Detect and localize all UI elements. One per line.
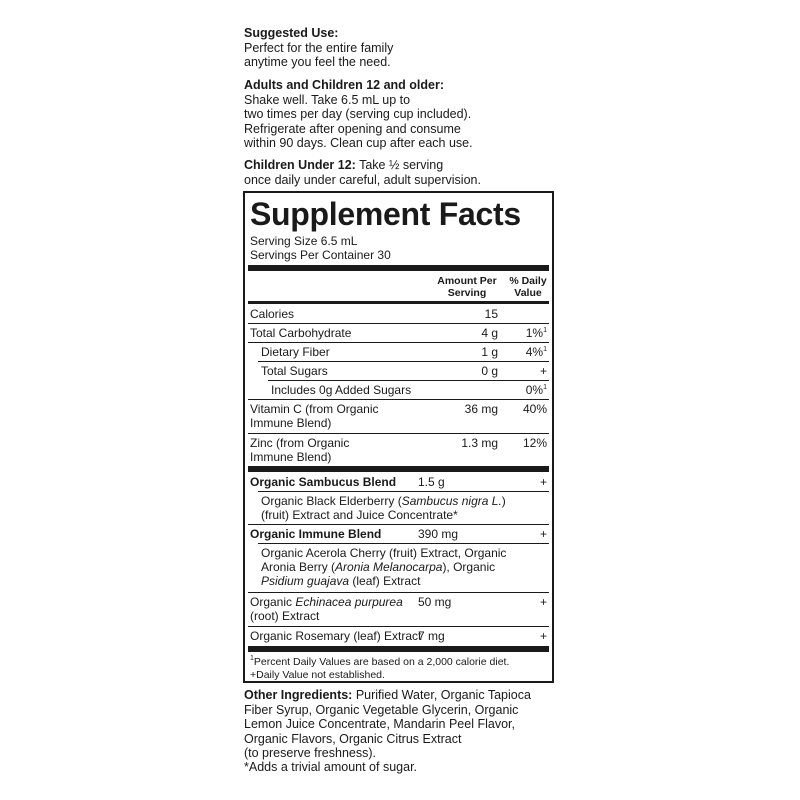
row-label bbox=[261, 546, 506, 588]
children-line-2: once daily under careful, adult supervision. bbox=[244, 172, 481, 187]
adults-line: two times per day (serving cup included). bbox=[244, 107, 472, 121]
row-amount: 15 bbox=[484, 307, 498, 321]
footnote-1 bbox=[250, 656, 509, 669]
label-text: (fruit) Extract and Juice Concentrate* bbox=[261, 508, 458, 522]
row-dv: + bbox=[539, 527, 547, 541]
label-text: (leaf) Extract bbox=[349, 574, 421, 588]
row-divider bbox=[248, 399, 549, 400]
header-line: % Daily bbox=[509, 275, 547, 287]
label-italic: Psidium guajava bbox=[261, 574, 350, 588]
medium-divider bbox=[248, 301, 549, 304]
label-text: Aronia Berry ( bbox=[261, 560, 336, 574]
row-divider bbox=[258, 543, 549, 544]
dv-value: 4% bbox=[525, 345, 544, 359]
suggested-use-heading: Suggested Use: bbox=[244, 26, 339, 40]
footnotes bbox=[250, 656, 509, 682]
row-dv: 12% bbox=[522, 436, 547, 450]
other-ingredients-line-1 bbox=[244, 688, 574, 703]
row-dv: + bbox=[539, 595, 547, 609]
label-text: Organic Black Elderberry ( bbox=[261, 494, 402, 508]
row-amount: 0 g bbox=[481, 364, 498, 378]
row-dv: + bbox=[539, 364, 547, 378]
adults-section bbox=[244, 78, 574, 151]
row-divider bbox=[248, 342, 549, 343]
row-amount: 4 g bbox=[481, 326, 498, 340]
footnote-text: Percent Daily Values are based on a 2,000 calorie diet. bbox=[253, 656, 510, 668]
row-label bbox=[250, 436, 349, 464]
supplement-facts-title: Supplement Facts bbox=[250, 196, 521, 232]
row-divider bbox=[248, 626, 549, 627]
footnote-mark: 1 bbox=[543, 384, 547, 391]
row-divider bbox=[248, 524, 549, 525]
header-line: Value bbox=[514, 287, 542, 299]
row-amount: 7 mg bbox=[418, 629, 445, 643]
row-label bbox=[261, 494, 506, 522]
label-italic: Sambucus nigra L. bbox=[401, 494, 502, 508]
other-ingredients-text: Purified Water, Organic Tapioca bbox=[352, 688, 531, 702]
children-text: Take ½ serving bbox=[355, 158, 444, 172]
label-text: (root) Extract bbox=[250, 609, 320, 623]
suggested-use-line: Perfect for the entire family bbox=[244, 40, 394, 55]
row-label: Calories bbox=[250, 307, 295, 321]
row-label: Dietary Fiber bbox=[261, 345, 330, 359]
adults-line: within 90 days. Clean cup after each use. bbox=[244, 136, 473, 150]
row-divider bbox=[248, 592, 549, 593]
row-label: Organic Sambucus Blend bbox=[250, 475, 397, 489]
row-dv bbox=[498, 345, 547, 359]
row-divider bbox=[258, 361, 549, 362]
row-label bbox=[250, 595, 403, 623]
children-section bbox=[244, 158, 574, 187]
suggested-use-section bbox=[244, 26, 574, 70]
label-line: Vitamin C (from Organic bbox=[250, 402, 379, 416]
row-label: Organic Immune Blend bbox=[250, 527, 382, 541]
row-divider bbox=[268, 380, 549, 381]
row-divider bbox=[248, 433, 549, 434]
sugar-footnote: *Adds a trivial amount of sugar. bbox=[244, 760, 418, 774]
label-text: ) bbox=[501, 494, 506, 508]
row-label: Organic Rosemary (leaf) Extract bbox=[250, 629, 422, 643]
footnote-mark: 1 bbox=[543, 346, 547, 353]
footnote-mark: 1 bbox=[250, 655, 254, 662]
header-line: Serving bbox=[447, 287, 487, 299]
row-label bbox=[250, 402, 378, 430]
other-ingredients-section bbox=[244, 688, 574, 761]
other-ingredients-line: Organic Flavors, Organic Citrus Extract bbox=[244, 731, 462, 746]
other-ingredients-line: (to preserve freshness). bbox=[244, 746, 376, 760]
label-line: Immune Blend) bbox=[250, 416, 332, 430]
servings-per-container: Servings Per Container 30 bbox=[250, 248, 391, 262]
dv-value: 0% bbox=[525, 383, 544, 397]
daily-value-header bbox=[503, 275, 553, 299]
row-amount: 1 g bbox=[481, 345, 498, 359]
row-dv: 40% bbox=[522, 402, 547, 416]
row-amount: 36 mg bbox=[464, 402, 498, 416]
adults-heading: Adults and Children 12 and older: bbox=[244, 78, 445, 92]
row-amount: 50 mg bbox=[418, 595, 452, 609]
label-text: Organic Acerola Cherry (fruit) Extract, Organic bbox=[261, 546, 507, 560]
label-italic: Aronia Melanocarpa bbox=[335, 560, 443, 574]
row-divider bbox=[248, 323, 549, 324]
label-line: Zinc (from Organic bbox=[250, 436, 350, 450]
header-line: Amount Per bbox=[437, 275, 497, 287]
adults-line: Shake well. Take 6.5 mL up to bbox=[244, 92, 411, 107]
children-line-1 bbox=[244, 158, 574, 173]
children-heading: Children Under 12: bbox=[244, 158, 356, 172]
label-text: ), Organic bbox=[442, 560, 496, 574]
row-amount: 1.5 g bbox=[418, 475, 445, 489]
other-ingredients-heading: Other Ingredients: bbox=[244, 688, 353, 702]
label-line: Immune Blend) bbox=[250, 450, 332, 464]
row-dv: + bbox=[539, 629, 547, 643]
serving-size: Serving Size 6.5 mL bbox=[250, 234, 358, 248]
suggested-use-line: anytime you feel the need. bbox=[244, 55, 391, 69]
label-text: Organic bbox=[250, 595, 296, 609]
other-ingredients-line: Lemon Juice Concentrate, Mandarin Peel Flavor, bbox=[244, 717, 515, 731]
row-divider bbox=[258, 491, 549, 492]
thick-divider bbox=[248, 265, 549, 271]
row-label: Total Sugars bbox=[261, 364, 328, 378]
row-dv: + bbox=[539, 475, 547, 489]
row-dv bbox=[498, 383, 547, 397]
amount-per-serving-header bbox=[427, 275, 507, 299]
dv-value: 1% bbox=[525, 326, 544, 340]
adults-line: Refrigerate after opening and consume bbox=[244, 121, 461, 136]
row-amount: 390 mg bbox=[418, 527, 459, 541]
footnote-2: +Daily Value not established. bbox=[250, 669, 385, 681]
other-ingredients-line: Fiber Syrup, Organic Vegetable Glycerin, Organic bbox=[244, 702, 519, 717]
label-italic: Echinacea purpurea bbox=[295, 595, 403, 609]
row-dv bbox=[498, 326, 547, 340]
row-amount: 1.3 mg bbox=[461, 436, 498, 450]
thick-divider bbox=[248, 646, 549, 652]
row-label: Includes 0g Added Sugars bbox=[271, 383, 412, 397]
footnote-mark: 1 bbox=[543, 327, 547, 334]
row-label: Total Carbohydrate bbox=[250, 326, 352, 340]
thick-divider bbox=[248, 466, 549, 472]
supplement-facts-panel bbox=[243, 191, 554, 683]
